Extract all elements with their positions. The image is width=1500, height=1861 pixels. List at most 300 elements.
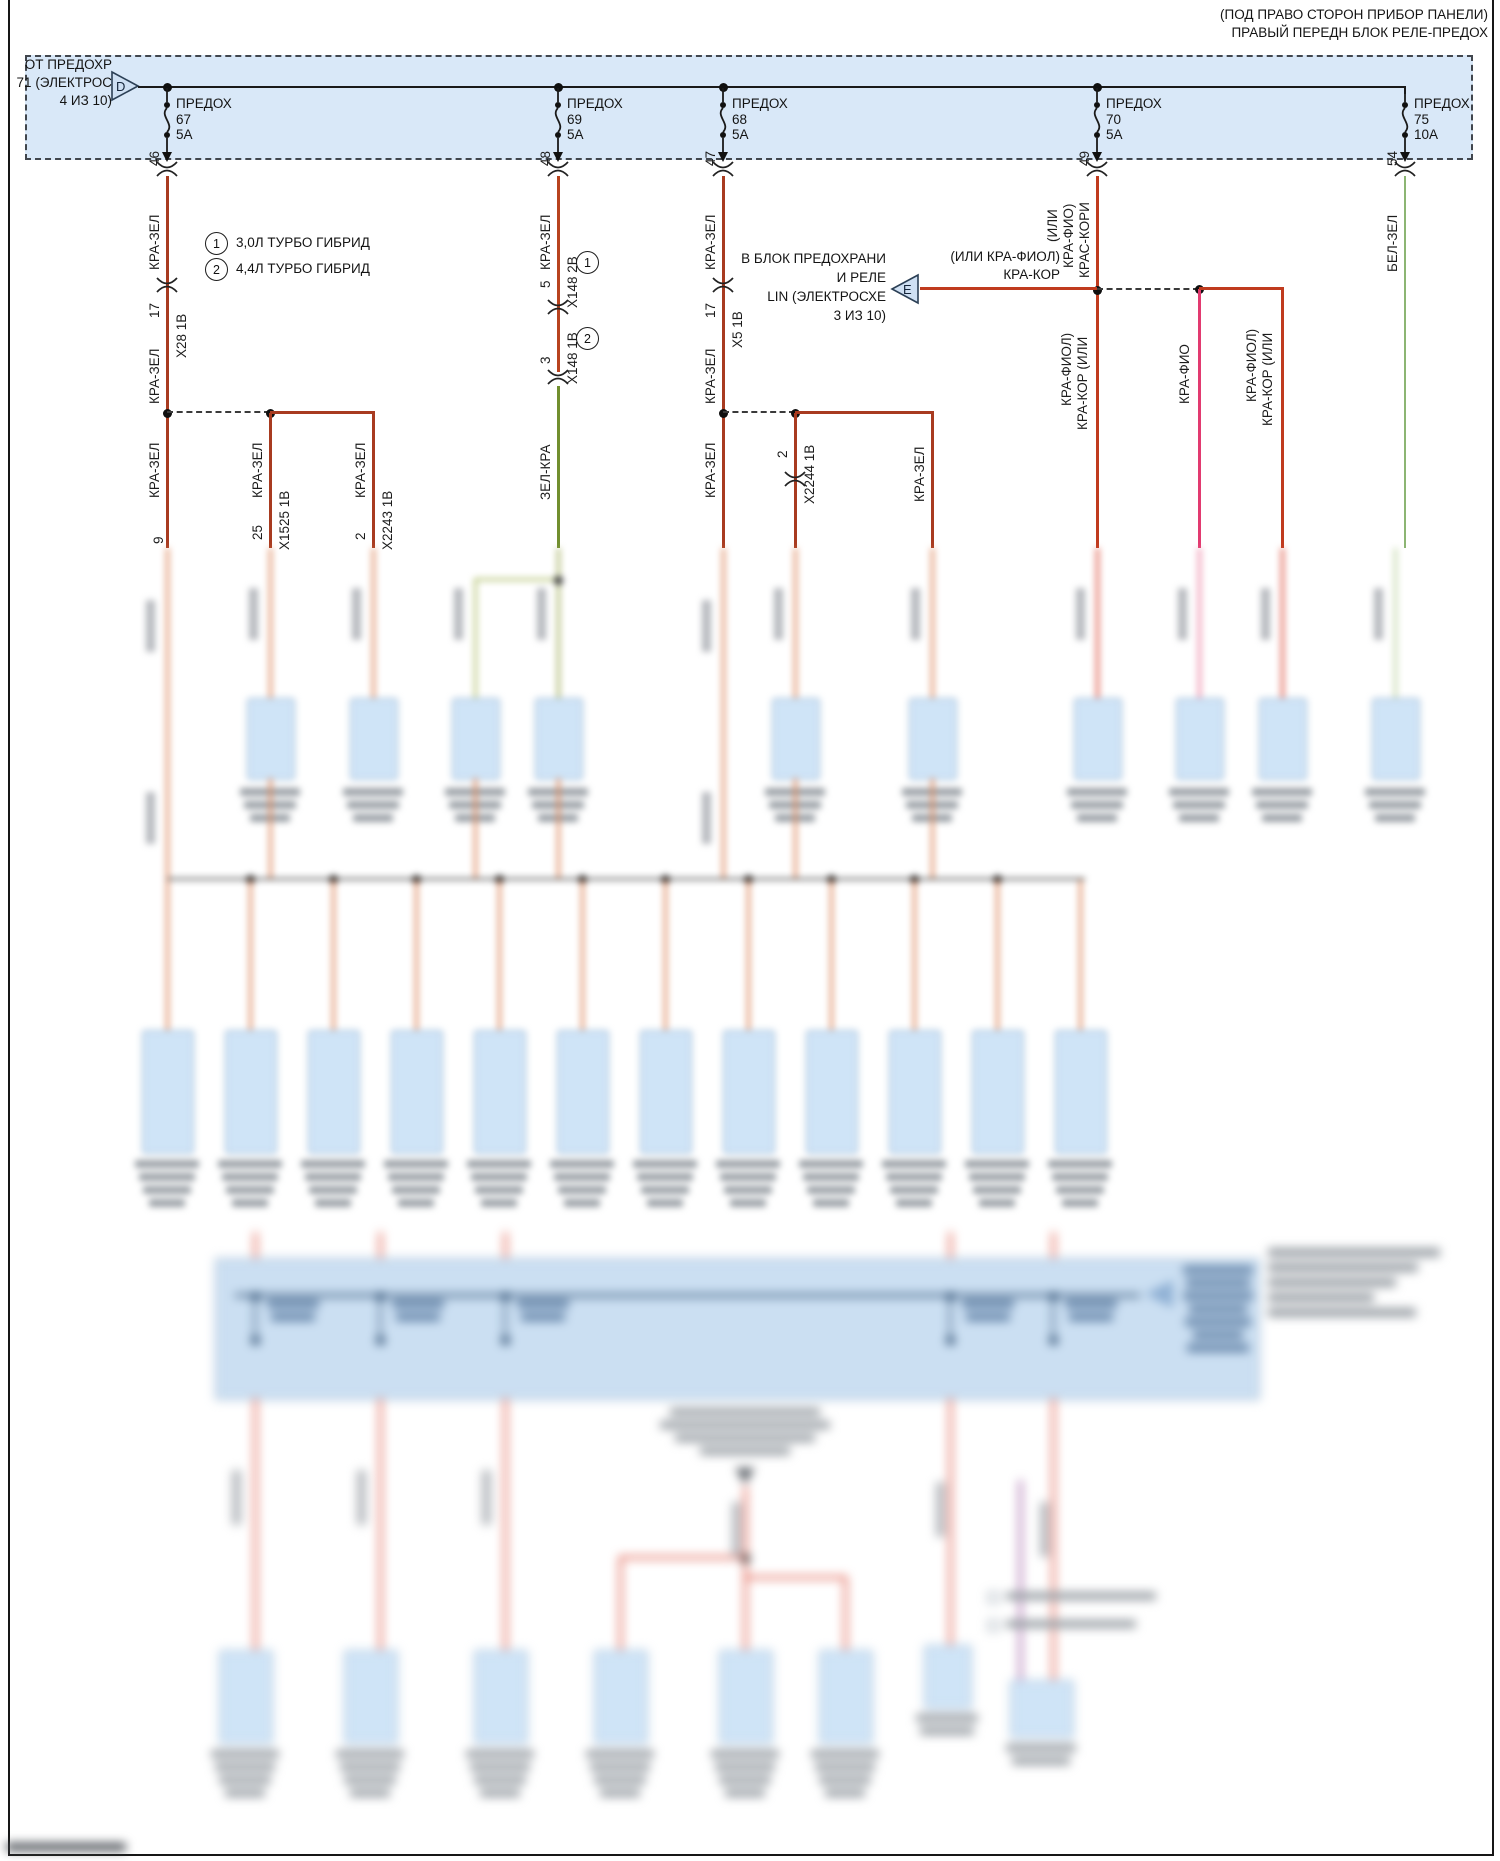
wire-kra-zel <box>270 411 375 414</box>
blurred-label-smudge <box>911 588 920 640</box>
blurred-wire <box>249 880 252 1030</box>
blurred-label-smudge <box>357 1470 366 1525</box>
blurred-label-bar <box>218 1160 282 1168</box>
blurred-label-bar <box>471 1173 527 1181</box>
blurred-label-bar <box>1369 801 1421 809</box>
wire-kra-kor <box>1281 287 1284 548</box>
blurred-wire <box>254 1296 257 1342</box>
blurred-label-bar <box>769 801 821 809</box>
pin-number: 46 <box>147 150 162 166</box>
blurred-label-bar <box>1048 1160 1112 1168</box>
blurred-text-bar <box>1268 1248 1440 1257</box>
header-line-1: (ПОД ПРАВО СТОРОН ПРИБОР ПАНЕЛИ) <box>1220 7 1488 22</box>
blurred-component-box <box>723 1030 775 1154</box>
blurred-label-bar <box>1375 814 1415 822</box>
blurred-wire <box>931 778 934 878</box>
blurred-label-smudge <box>146 792 155 844</box>
blurred-component-box <box>557 1030 609 1154</box>
e-ref-arrow-letter: E <box>903 282 912 297</box>
blurred-label-smudge <box>1374 588 1383 640</box>
blurred-label-bar <box>215 1763 275 1771</box>
blurred-label-bar <box>340 1763 400 1771</box>
blurred-label-bar <box>455 814 495 822</box>
blurred-label-smudge <box>1076 588 1085 640</box>
blurred-component-box <box>1010 1680 1074 1738</box>
blurred-label-bar <box>315 1199 351 1207</box>
blurred-legend-swatch <box>988 1592 999 1603</box>
blurred-wire <box>379 1398 382 1650</box>
splice-dashed-wire <box>167 411 270 413</box>
blurred-label-bar <box>550 1160 614 1168</box>
blurred-label-bar <box>305 1173 361 1181</box>
blurred-label-smudge <box>702 600 711 652</box>
wire-color-label: КРА-ФИО <box>1177 344 1192 404</box>
blurred-label-bar <box>906 801 958 809</box>
blurred-label-bar <box>149 1199 185 1207</box>
blurred-label-bar <box>670 1408 820 1416</box>
blurred-label-bar <box>135 1160 199 1168</box>
blurred-bus-box <box>215 1258 1260 1400</box>
e-ref-line-3: LIN (ЭЛЕКТРОСХЕ <box>767 289 886 304</box>
connector-pin: 17 <box>703 302 718 318</box>
fuse-name: ПРЕДОХ <box>567 96 623 111</box>
wire-color-label: КРА-ЗЕЛ <box>703 214 718 270</box>
blurred-wire <box>1052 1296 1055 1342</box>
blurred-label-bar <box>475 1186 523 1194</box>
fuse-amps: 10А <box>1414 127 1439 142</box>
blurred-wire <box>844 1576 847 1650</box>
blurred-label-bar <box>1187 1344 1249 1352</box>
blurred-component-box <box>909 698 957 780</box>
blurred-wire <box>332 880 335 1030</box>
blurred-label-bar <box>724 1186 772 1194</box>
blurred-label-bar <box>470 1763 530 1771</box>
blurred-component-box <box>819 1650 873 1744</box>
blurred-label-bar <box>1189 1305 1247 1313</box>
blurred-label-smudge <box>702 792 711 844</box>
source-arrow-icon <box>110 70 140 102</box>
fuse-number: 70 <box>1106 112 1122 127</box>
wire-kra-fio <box>1198 289 1201 548</box>
fuse-name: ПРЕДОХ <box>176 96 232 111</box>
wire-color-label: КРА-ЗЕЛ <box>250 442 265 498</box>
blurred-wire <box>664 880 667 1030</box>
wire-to-e-ref <box>920 287 1097 290</box>
e-ref-line-4: 3 ИЗ 10) <box>833 308 886 323</box>
junction-dot <box>578 875 587 884</box>
blurred-label-bar <box>445 788 505 796</box>
blurred-component-box <box>344 1650 398 1744</box>
junction-dot <box>910 875 919 884</box>
page-border-left <box>8 0 10 1856</box>
blurred-label-bar <box>890 1186 938 1194</box>
wire-color-label: КРА-ЗЕЛ <box>538 214 553 270</box>
source-ref-line-3: 4 ИЗ 10) <box>59 93 112 108</box>
blurred-label-bar <box>815 1763 875 1771</box>
wire-color-label: КРА-ФИОЛ) <box>1059 332 1074 406</box>
blurred-label-bar <box>920 1727 974 1735</box>
inline-connector-icon <box>545 298 571 316</box>
pin-number: 48 <box>538 150 553 166</box>
source-arrow-letter: D <box>116 79 126 94</box>
blurred-label-bar <box>896 1199 932 1207</box>
blurred-label-bar <box>384 1160 448 1168</box>
blurred-label-smudge <box>249 588 258 640</box>
blurred-label-bar <box>309 1186 357 1194</box>
wire-zel-kra <box>557 386 560 548</box>
blurred-component-box <box>219 1650 273 1744</box>
blurred-label-bar <box>1185 1318 1251 1326</box>
blurred-label-smudge <box>537 588 546 640</box>
blurred-label-bar <box>1365 788 1425 796</box>
blurred-label-smudge <box>482 1470 491 1525</box>
blurred-label-bar <box>730 1199 766 1207</box>
junction-dot <box>554 576 563 585</box>
splice-dot <box>163 409 172 418</box>
wire-color-label: КРАС-КОРИ <box>1077 202 1092 278</box>
wire-color-label: КРА-КОР (ИЛИ <box>1075 336 1090 430</box>
blurred-label-bar <box>343 788 403 796</box>
blurred-label-bar <box>211 1750 279 1758</box>
blurred-label-bar <box>532 801 584 809</box>
blurred-legend-swatch <box>988 1620 999 1631</box>
blurred-label-bar <box>143 1186 191 1194</box>
splice-dashed-wire <box>723 411 795 413</box>
blurred-label-bar <box>1071 801 1123 809</box>
blurred-wire <box>1198 548 1201 698</box>
blurred-label-bar <box>819 1776 871 1784</box>
wire-bel-zel <box>1404 176 1407 548</box>
blurred-label-bar <box>219 1776 271 1784</box>
splice-dashed-wire <box>1097 288 1199 290</box>
blurred-wire <box>415 880 418 1030</box>
e-ref-line-1: В БЛОК ПРЕДОХРАНИ <box>741 251 886 266</box>
blurred-label-bar <box>725 1789 765 1797</box>
junction-dot <box>1049 1336 1058 1345</box>
fuse-name: ПРЕДОХ <box>732 96 788 111</box>
blurred-component-box <box>719 1650 773 1744</box>
blurred-wire <box>949 1232 952 1258</box>
note-ref-marker: 2 <box>576 327 599 350</box>
wire-color-label: КРА-ФИО) <box>1061 203 1076 268</box>
junction-dot <box>251 1336 260 1345</box>
fuse-number: 69 <box>567 112 583 127</box>
blurred-label-bar <box>301 1160 365 1168</box>
fuse-number: 67 <box>176 112 192 127</box>
blurred-component-box <box>806 1030 858 1154</box>
blurred-component-box <box>225 1030 277 1154</box>
blurred-label-bar <box>1179 814 1219 822</box>
connector-pin: 2 <box>775 450 790 458</box>
blurred-label-bar <box>902 788 962 796</box>
blurred-wire <box>830 880 833 1030</box>
blurred-wire <box>913 880 916 1030</box>
blurred-label-bar <box>711 1750 779 1758</box>
blurred-label-bar <box>720 1173 776 1181</box>
blurred-wire <box>379 1232 382 1258</box>
blurred-label-bar <box>467 1160 531 1168</box>
blurred-label-bar <box>969 1173 1025 1181</box>
note-text: 4,4Л ТУРБО ГИБРИД <box>236 261 370 276</box>
blurred-label-bar <box>528 788 588 796</box>
connector-name: X2243 1В <box>380 490 395 550</box>
fuse-name: ПРЕДОХ <box>1106 96 1162 111</box>
wire-kra-zel <box>795 411 934 414</box>
blurred-component-box <box>535 698 583 780</box>
blurred-component-box <box>972 1030 1024 1154</box>
blurred-wire <box>949 1296 952 1342</box>
fuse-number: 75 <box>1414 112 1430 127</box>
blurred-label-bar <box>799 1160 863 1168</box>
blurred-legend-bar <box>1006 1592 1156 1600</box>
fuse-number: 68 <box>732 112 748 127</box>
wire-kra-kor <box>1199 287 1284 290</box>
blurred-label-bar <box>775 814 815 822</box>
junction-dot <box>376 1336 385 1345</box>
wire-color-label: (ИЛИ <box>1045 209 1060 242</box>
blurred-label-bar <box>398 1199 434 1207</box>
wire-color-label: КРА-ЗЕЛ <box>703 442 718 498</box>
source-ref-line-2: 71 (ЭЛЕКТРОС <box>16 75 112 90</box>
blurred-label-bar <box>538 814 578 822</box>
blurred-wire <box>254 1398 257 1650</box>
blurred-lin-triangle-icon <box>735 1468 755 1484</box>
junction-dot <box>329 875 338 884</box>
blurred-text-bar <box>1268 1293 1374 1302</box>
wire-kra-zel <box>166 176 169 548</box>
blurred-label-bar <box>521 1313 565 1321</box>
blurred-component-box <box>474 1650 528 1744</box>
page-border-bottom <box>8 1854 1494 1856</box>
blurred-label-bar <box>1069 1313 1113 1321</box>
blurred-label-bar <box>979 1199 1015 1207</box>
blurred-bus-line <box>235 1294 1140 1297</box>
blurred-label-bar <box>1056 1186 1104 1194</box>
wire-color-label: ЗЕЛ-КРА <box>538 444 553 500</box>
blurred-component-box <box>308 1030 360 1154</box>
blurred-label-bar <box>1077 814 1117 822</box>
junction-dot <box>495 875 504 884</box>
blurred-label-bar <box>1183 1292 1253 1300</box>
pin-number: 54 <box>1385 150 1400 166</box>
blurred-label-smudge <box>936 1482 945 1537</box>
blurred-wire <box>619 1556 622 1650</box>
junction-dot <box>501 1336 510 1345</box>
blurred-component-box <box>1372 698 1420 780</box>
connector-pin: 17 <box>147 302 162 318</box>
blurred-text-bar <box>1268 1308 1416 1317</box>
blurred-label-bar <box>633 1160 697 1168</box>
blurred-label-bar <box>912 814 952 822</box>
junction-dot <box>501 1292 510 1301</box>
pin-number: 49 <box>1077 150 1092 166</box>
blurred-wire <box>931 548 934 698</box>
blurred-label-bar <box>966 1313 1010 1321</box>
blurred-wire <box>474 778 477 878</box>
wire-color-label: КРА-ЗЕЛ <box>353 442 368 498</box>
blurred-label-bar <box>965 1160 1029 1168</box>
blurred-label-bar <box>554 1173 610 1181</box>
blurred-label-bar <box>466 1750 534 1758</box>
wire-kra-zel <box>269 413 272 548</box>
blurred-label-bar <box>1065 1300 1117 1308</box>
blurred-wire <box>1281 548 1284 698</box>
blurred-label-bar <box>449 801 501 809</box>
blurred-label-bar <box>1067 788 1127 796</box>
blurred-label-bar <box>481 1199 517 1207</box>
blurred-label-bar <box>517 1300 569 1308</box>
blurred-component-box <box>391 1030 443 1154</box>
junction-dot <box>827 875 836 884</box>
blurred-label-bar <box>586 1750 654 1758</box>
blurred-label-bar <box>1252 788 1312 796</box>
blurred-label-bar <box>271 1313 315 1321</box>
fuse-amps: 5А <box>567 127 584 142</box>
blurred-component-box <box>1259 698 1307 780</box>
blurred-label-bar <box>1006 1744 1076 1752</box>
blurred-text-bar <box>1268 1278 1396 1287</box>
junction-dot <box>1049 1292 1058 1301</box>
wire-kra-zel <box>931 411 934 548</box>
connector-pin: 3 <box>538 356 553 364</box>
blurred-label-smudge <box>352 588 361 640</box>
blurred-wire <box>166 880 169 1030</box>
blurred-component-box <box>474 1030 526 1154</box>
connector-pin: 5 <box>538 280 553 288</box>
blurred-wire <box>269 778 272 878</box>
junction-dot <box>251 1292 260 1301</box>
blurred-wire <box>996 880 999 1030</box>
blurred-label-bar <box>1173 801 1225 809</box>
wire-kra-zel <box>722 176 725 548</box>
blurred-wire <box>1079 880 1082 1030</box>
junction-dot <box>744 875 753 884</box>
blurred-label-bar <box>396 1313 440 1321</box>
blurred-label-smudge <box>1261 588 1270 640</box>
blurred-label-bar <box>267 1300 319 1308</box>
blurred-wire <box>498 880 501 1030</box>
wire-color-label: КРА-ЗЕЛ <box>703 348 718 404</box>
blurred-wire <box>474 578 477 698</box>
blurred-component-box <box>889 1030 941 1154</box>
blurred-component-box <box>772 698 820 780</box>
blurred-wire <box>794 548 797 698</box>
note-marker: 1 <box>205 232 228 255</box>
note-ref-marker: 1 <box>576 251 599 274</box>
inline-connector-icon <box>545 368 571 386</box>
blurred-label-smudge <box>1178 588 1187 640</box>
blurred-label-smudge <box>1040 1502 1049 1557</box>
blurred-label-smudge <box>146 600 155 652</box>
blurred-label-bar <box>813 1199 849 1207</box>
blurred-label-bar <box>232 1199 268 1207</box>
blurred-label-bar <box>1262 814 1302 822</box>
junction-dot <box>412 875 421 884</box>
source-ref-line-1: ОТ ПРЕДОХР <box>24 57 112 72</box>
wire-color-label: КРА-ЗЕЛ <box>912 446 927 502</box>
blurred-label-bar <box>1186 1279 1250 1287</box>
blurred-label-bar <box>392 1186 440 1194</box>
note-text: 3,0Л ТУРБО ГИБРИД <box>236 235 370 250</box>
blurred-label-bar <box>973 1186 1021 1194</box>
blurred-component-box <box>142 1030 194 1154</box>
blurred-label-bar <box>139 1173 195 1181</box>
blurred-label-bar <box>660 1421 830 1429</box>
junction-dot <box>246 875 255 884</box>
blurred-wire <box>504 1232 507 1258</box>
header-line-2: ПРАВЫЙ ПЕРЕДН БЛОК РЕЛЕ-ПРЕДОХ <box>1231 25 1488 40</box>
blurred-wire <box>1394 548 1397 698</box>
blurred-label-bar <box>716 1160 780 1168</box>
wire-color-label: КРА-ФИОЛ) <box>1244 328 1259 402</box>
blurred-component-box <box>1074 698 1122 780</box>
blurred-label-bar <box>347 801 399 809</box>
blurred-component-box <box>247 698 295 780</box>
blurred-wire <box>794 778 797 878</box>
page-border-right <box>1492 0 1494 1856</box>
blurred-label-bar <box>590 1763 650 1771</box>
wire-color-label: КРА-ЗЕЛ <box>147 214 162 270</box>
blurred-wire <box>254 1232 257 1258</box>
blurred-label-bar <box>350 1789 390 1797</box>
blurred-label-smudge <box>732 1502 741 1557</box>
blurred-wire <box>745 1576 845 1579</box>
blurred-wire <box>372 548 375 698</box>
blurred-label-bar <box>225 1789 265 1797</box>
blurred-wire <box>166 548 169 880</box>
blurred-label-bar <box>250 814 290 822</box>
blurred-label-bar <box>388 1173 444 1181</box>
blurred-label-bar <box>474 1776 526 1784</box>
blurred-component-box <box>924 1645 972 1709</box>
wire-kra-zel <box>372 411 375 548</box>
blurred-label-bar <box>1052 1173 1108 1181</box>
blurred-label-bar <box>353 814 393 822</box>
fuse-amps: 5А <box>176 127 193 142</box>
blurred-component-box <box>640 1030 692 1154</box>
blurred-label-bar <box>1169 788 1229 796</box>
wire-color-label: КРА-ЗЕЛ <box>147 442 162 498</box>
junction-dot <box>946 1336 955 1345</box>
blurred-component-box <box>594 1650 648 1744</box>
blurred-wire <box>475 578 561 581</box>
blurred-wire <box>744 1486 747 1650</box>
pin-number: 9 <box>151 536 166 544</box>
blurred-label-bar <box>1183 1266 1253 1274</box>
splice-dot <box>719 409 728 418</box>
blurred-label-bar <box>600 1789 640 1797</box>
blurred-wire <box>722 548 725 880</box>
blurred-label-smudge <box>232 1470 241 1525</box>
fuse-amps: 5А <box>1106 127 1123 142</box>
blurred-label-bar <box>558 1186 606 1194</box>
connector-name: X28 1В <box>174 313 189 358</box>
connector-name: X148 1В <box>565 332 580 384</box>
note-marker: 2 <box>205 258 228 281</box>
blurred-label-bar <box>886 1173 942 1181</box>
blurred-wire <box>269 548 272 698</box>
blurred-splice-line <box>167 878 1085 880</box>
blurred-watermark <box>6 1843 126 1851</box>
blurred-component-box <box>1176 698 1224 780</box>
blurred-label-bar <box>222 1173 278 1181</box>
pin-number: 47 <box>703 150 718 166</box>
blurred-wire <box>620 1556 745 1559</box>
blurred-text-bar <box>1268 1263 1418 1272</box>
blurred-wire <box>1096 548 1099 698</box>
blurred-wire <box>1019 1480 1022 1680</box>
junction-dot <box>993 875 1002 884</box>
